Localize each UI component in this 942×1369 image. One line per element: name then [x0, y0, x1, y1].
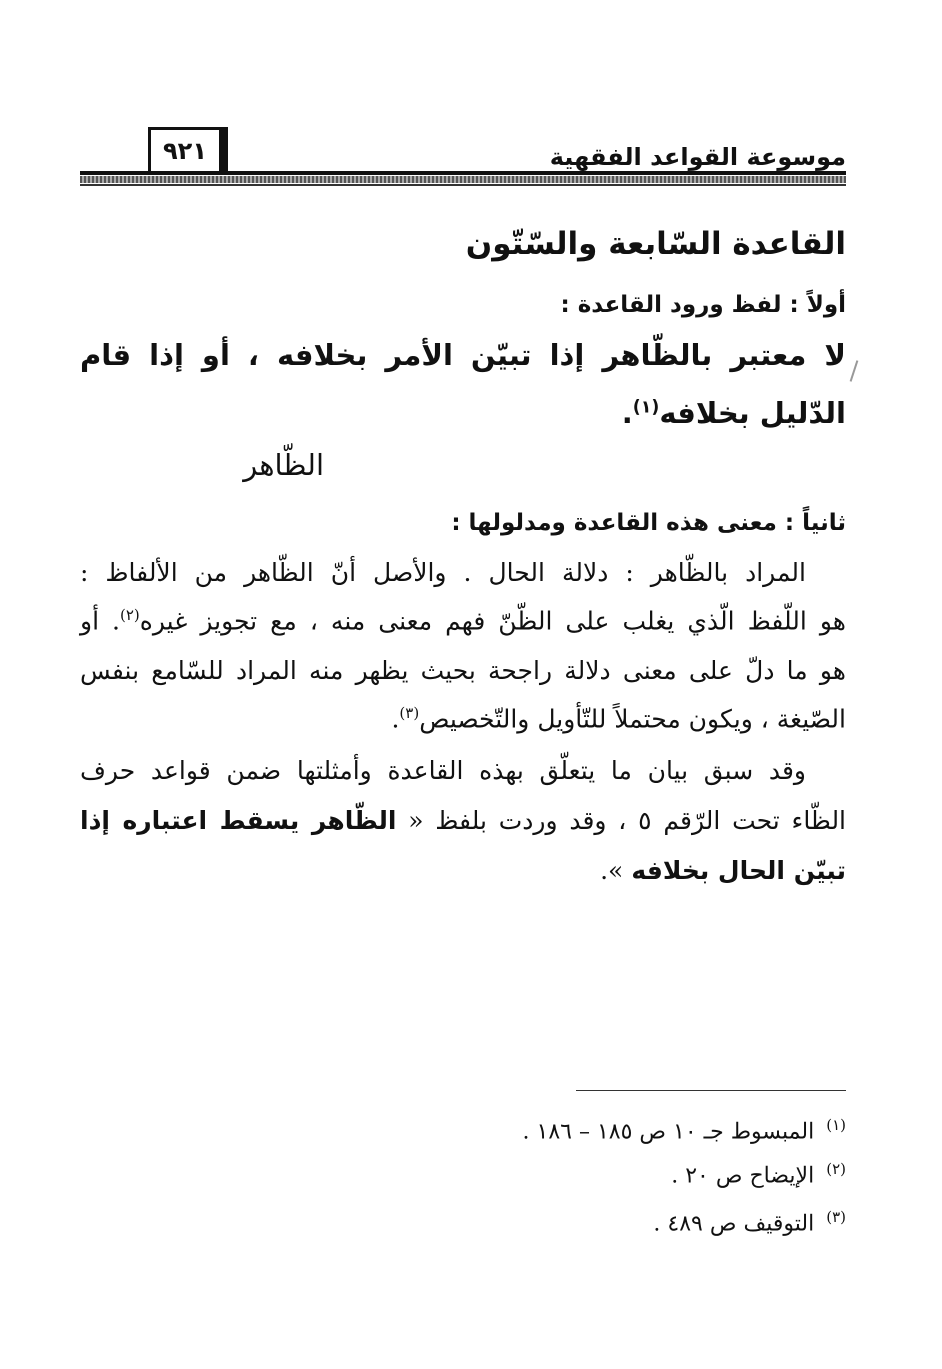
paragraph-1-line-2-text: هو اللّفظ الّذي يغلب على الظّنّ فهم معنى منه ، مع تجويز غيره: [139, 606, 846, 636]
header-rule-bottom: [80, 184, 846, 186]
paragraph-2-line-3-end: ».: [600, 856, 624, 885]
footnote-2-marker: (٢): [826, 1160, 846, 1178]
rule-title: القاعدة السّابعة والسّتّون: [465, 226, 846, 262]
quoted-rule-part-2: تبيّن الحال بخلافه: [631, 856, 846, 885]
paragraph-1-line-3: هو ما دلّ على معنى دلالة راجحة بحيث يظهر منه المراد للسّامع بنفس: [80, 656, 846, 685]
paragraph-1-line-4-end: .: [391, 704, 400, 734]
rule-statement-line-2: [622, 396, 846, 430]
keyword-zahir: الظّاهر: [243, 448, 324, 482]
footnote-separator: [576, 1090, 846, 1091]
header-rule: [80, 171, 846, 175]
footnote-3-text: التوقيف ص ٤٨٩ .: [653, 1211, 815, 1237]
footnote-ref-3: (٣): [399, 704, 420, 722]
section-heading-wording: أولاً : لفظ ورود القاعدة :: [560, 292, 846, 318]
footnote-ref-2: (٢): [120, 606, 140, 624]
footnote-3-marker: (٣): [826, 1208, 846, 1226]
paragraph-1-line-4-text: الصّيغة ، ويكون محتملاً للتّأويل والتّخصيص: [419, 704, 846, 734]
rule-statement-line-1: لا معتبر بالظّاهر إذا تبيّن الأمر بخلافه ، أو إذا قام: [80, 338, 846, 372]
header-rule-band: [80, 176, 846, 183]
footnote-1-text: المبسوط جـ ١٠ ص ١٨٥ – ١٨٦ .: [522, 1119, 815, 1145]
page-number: ٩٢١: [163, 136, 207, 165]
paragraph-1-line-1: المراد بالظّاهر : دلالة الحال . والأصل أنّ الظّاهر من الألفاظ :: [80, 558, 806, 587]
paragraph-1-line-2: [80, 606, 846, 635]
footnote-ref-1: (١): [632, 397, 660, 418]
page-number-box: [148, 127, 228, 171]
rule-statement-end: .: [621, 396, 633, 430]
rule-statement-text: الدّليل بخلافه: [659, 396, 846, 430]
paragraph-1-line-4: [391, 704, 846, 733]
scan-mark: [850, 360, 859, 382]
footnote-2: [671, 1160, 846, 1188]
paragraph-1-line-2-end: . أو: [80, 606, 120, 636]
running-header-title: موسوعة القواعد الفقهية: [549, 143, 846, 171]
paragraph-2-line-3: [600, 856, 846, 885]
section-heading-meaning: ثانياً : معنى هذه القاعدة ومدلولها :: [451, 510, 846, 536]
footnote-1-marker: (١): [826, 1116, 846, 1134]
footnote-3: [653, 1208, 846, 1236]
paragraph-2-line-2: [80, 806, 846, 835]
paragraph-2-line-2-text: الظّاء تحت الرّقم ٥ ، وقد وردت بلفظ «: [408, 806, 847, 835]
paragraph-2-line-1: وقد سبق بيان ما يتعلّق بهذه القاعدة وأمثلتها ضمن قواعد حرف: [80, 756, 806, 785]
footnote-2-text: الإيضاح ص ٢٠ .: [671, 1163, 815, 1189]
footnote-1: [523, 1116, 846, 1144]
quoted-rule-part-1: الظّاهر يسقط اعتباره إذا: [80, 806, 397, 835]
